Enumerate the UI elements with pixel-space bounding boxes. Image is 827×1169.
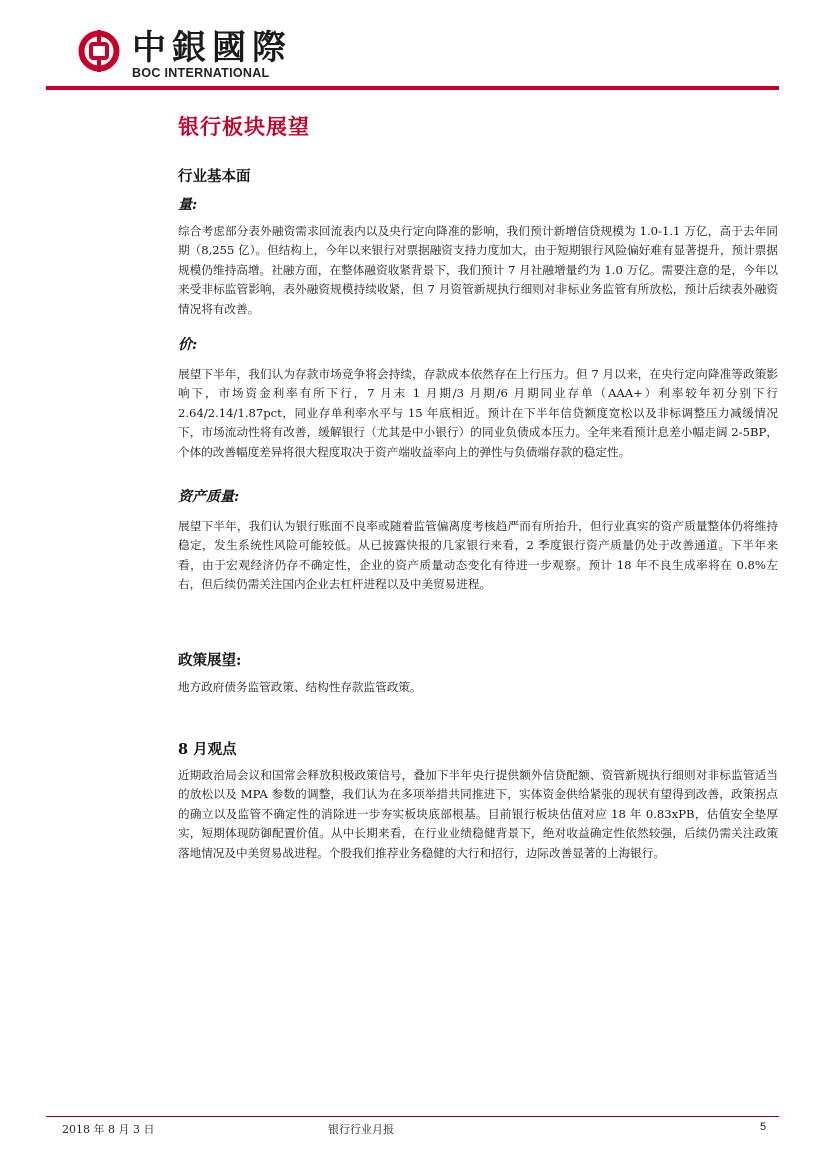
- logo-chinese-text: 中銀國際: [132, 28, 292, 68]
- footer-divider: [46, 1116, 779, 1117]
- header-divider: [46, 86, 779, 90]
- section-title: 银行板块展望: [178, 114, 310, 139]
- price-heading: 价:: [178, 337, 198, 353]
- august-view-heading: 8 月观点: [178, 741, 237, 758]
- policy-paragraph: 地方政府债务监管政策、结构性存款监管政策。: [178, 680, 422, 694]
- august-view-paragraph: 近期政治局会议和国常会释放积极政策信号，叠加下半年央行提供额外信贷配额、资管新规执行细则对非标监管适当的放松以及 MPA 参数的调整，我们认为在多项举措共同推进下，实体资金供给紧张的现状有望得到改善，政策拐点的确立以及监管不确定性的消除进一步夯实板块底部根基。目前银行板块估值对应 18 年 0.83xPB，估值安全垫厚实，短期体现防御配置价值。从中长期来看，在行业业绩稳健背景下，绝对收益确定性依然较强，后续仍需关注政策落地情况及中美贸易战进程。个股我们推荐业务稳健的大行和招行，边际改善显著的上海银行。: [178, 768, 778, 860]
- asset-quality-paragraph: 展望下半年，我们认为银行账面不良率或随着监管偏离度考核趋严而有所抬升，但行业真实的资产质量整体仍将维持稳定，发生系统性风险可能较低。从已披露快报的几家银行来看，2 季度银行资产质量仍处于改善通道。下半年来看，由于宏观经济仍存不确定性，企业的资产质量动态变化有待进一步观察。预计 18 年不良生成率将在 0.8%左右，但后续仍需关注国内企业去杠杆进程以及中美贸易进程。: [178, 519, 778, 592]
- volume-heading: 量:: [178, 197, 198, 213]
- boc-logo-icon: [78, 30, 120, 72]
- policy-heading: 政策展望:: [178, 652, 242, 669]
- fundamentals-heading: 行业基本面: [178, 168, 251, 185]
- page-number: 5: [760, 1121, 767, 1133]
- logo-english-text: BOC INTERNATIONAL: [132, 66, 270, 80]
- price-paragraph: 展望下半年，我们认为存款市场竞争将会持续，存款成本依然存在上行压力。但 7 月以来，在央行定向降准等政策影响下，市场资金利率有所下行，7 月末 1 月期/3 月期/6 月期同业存单（AAA+）利率较年初分别下行 2.64/2.14/1.87pct，同业存单利率水平与 15 年底相近。预计在下半年信贷额度宽松以及非标调整压力减缓情况下，市场流动性将有改善，缓解银行（尤其是中小银行）的同业负债成本压力。全年来看预计息差小幅走阔 2-5BP，个体的改善幅度差异将很大程度取决于资产端收益率向上的弹性与负债端存款的稳定性。: [178, 367, 778, 459]
- asset-quality-heading: 资产质量:: [178, 489, 240, 505]
- volume-paragraph: 综合考虑部分表外融资需求回流表内以及央行定向降准的影响，我们预计新增信贷规模为 1.0-1.1 万亿，高于去年同期（8,255 亿）。但结构上，今年以来银行对票据融资支持力度加大，由于短期银行风险偏好难有显著提升，预计票据规模仍维持高增。社融方面，在整体融资收紧背景下，我们预计 7 月社融增量约为 1.0 万亿。需要注意的是，今年以来受非标监管影响，表外融资规模持续收紧，但 7 月资管新规执行细则对非标业务监管有所放松，预计后续表外融资情况将有改善。: [178, 224, 778, 316]
- boc-international-logo: [78, 28, 303, 84]
- footer-report-title: 银行行业月报: [328, 1123, 394, 1136]
- footer-date: 2018 年 8 月 3 日: [62, 1123, 155, 1136]
